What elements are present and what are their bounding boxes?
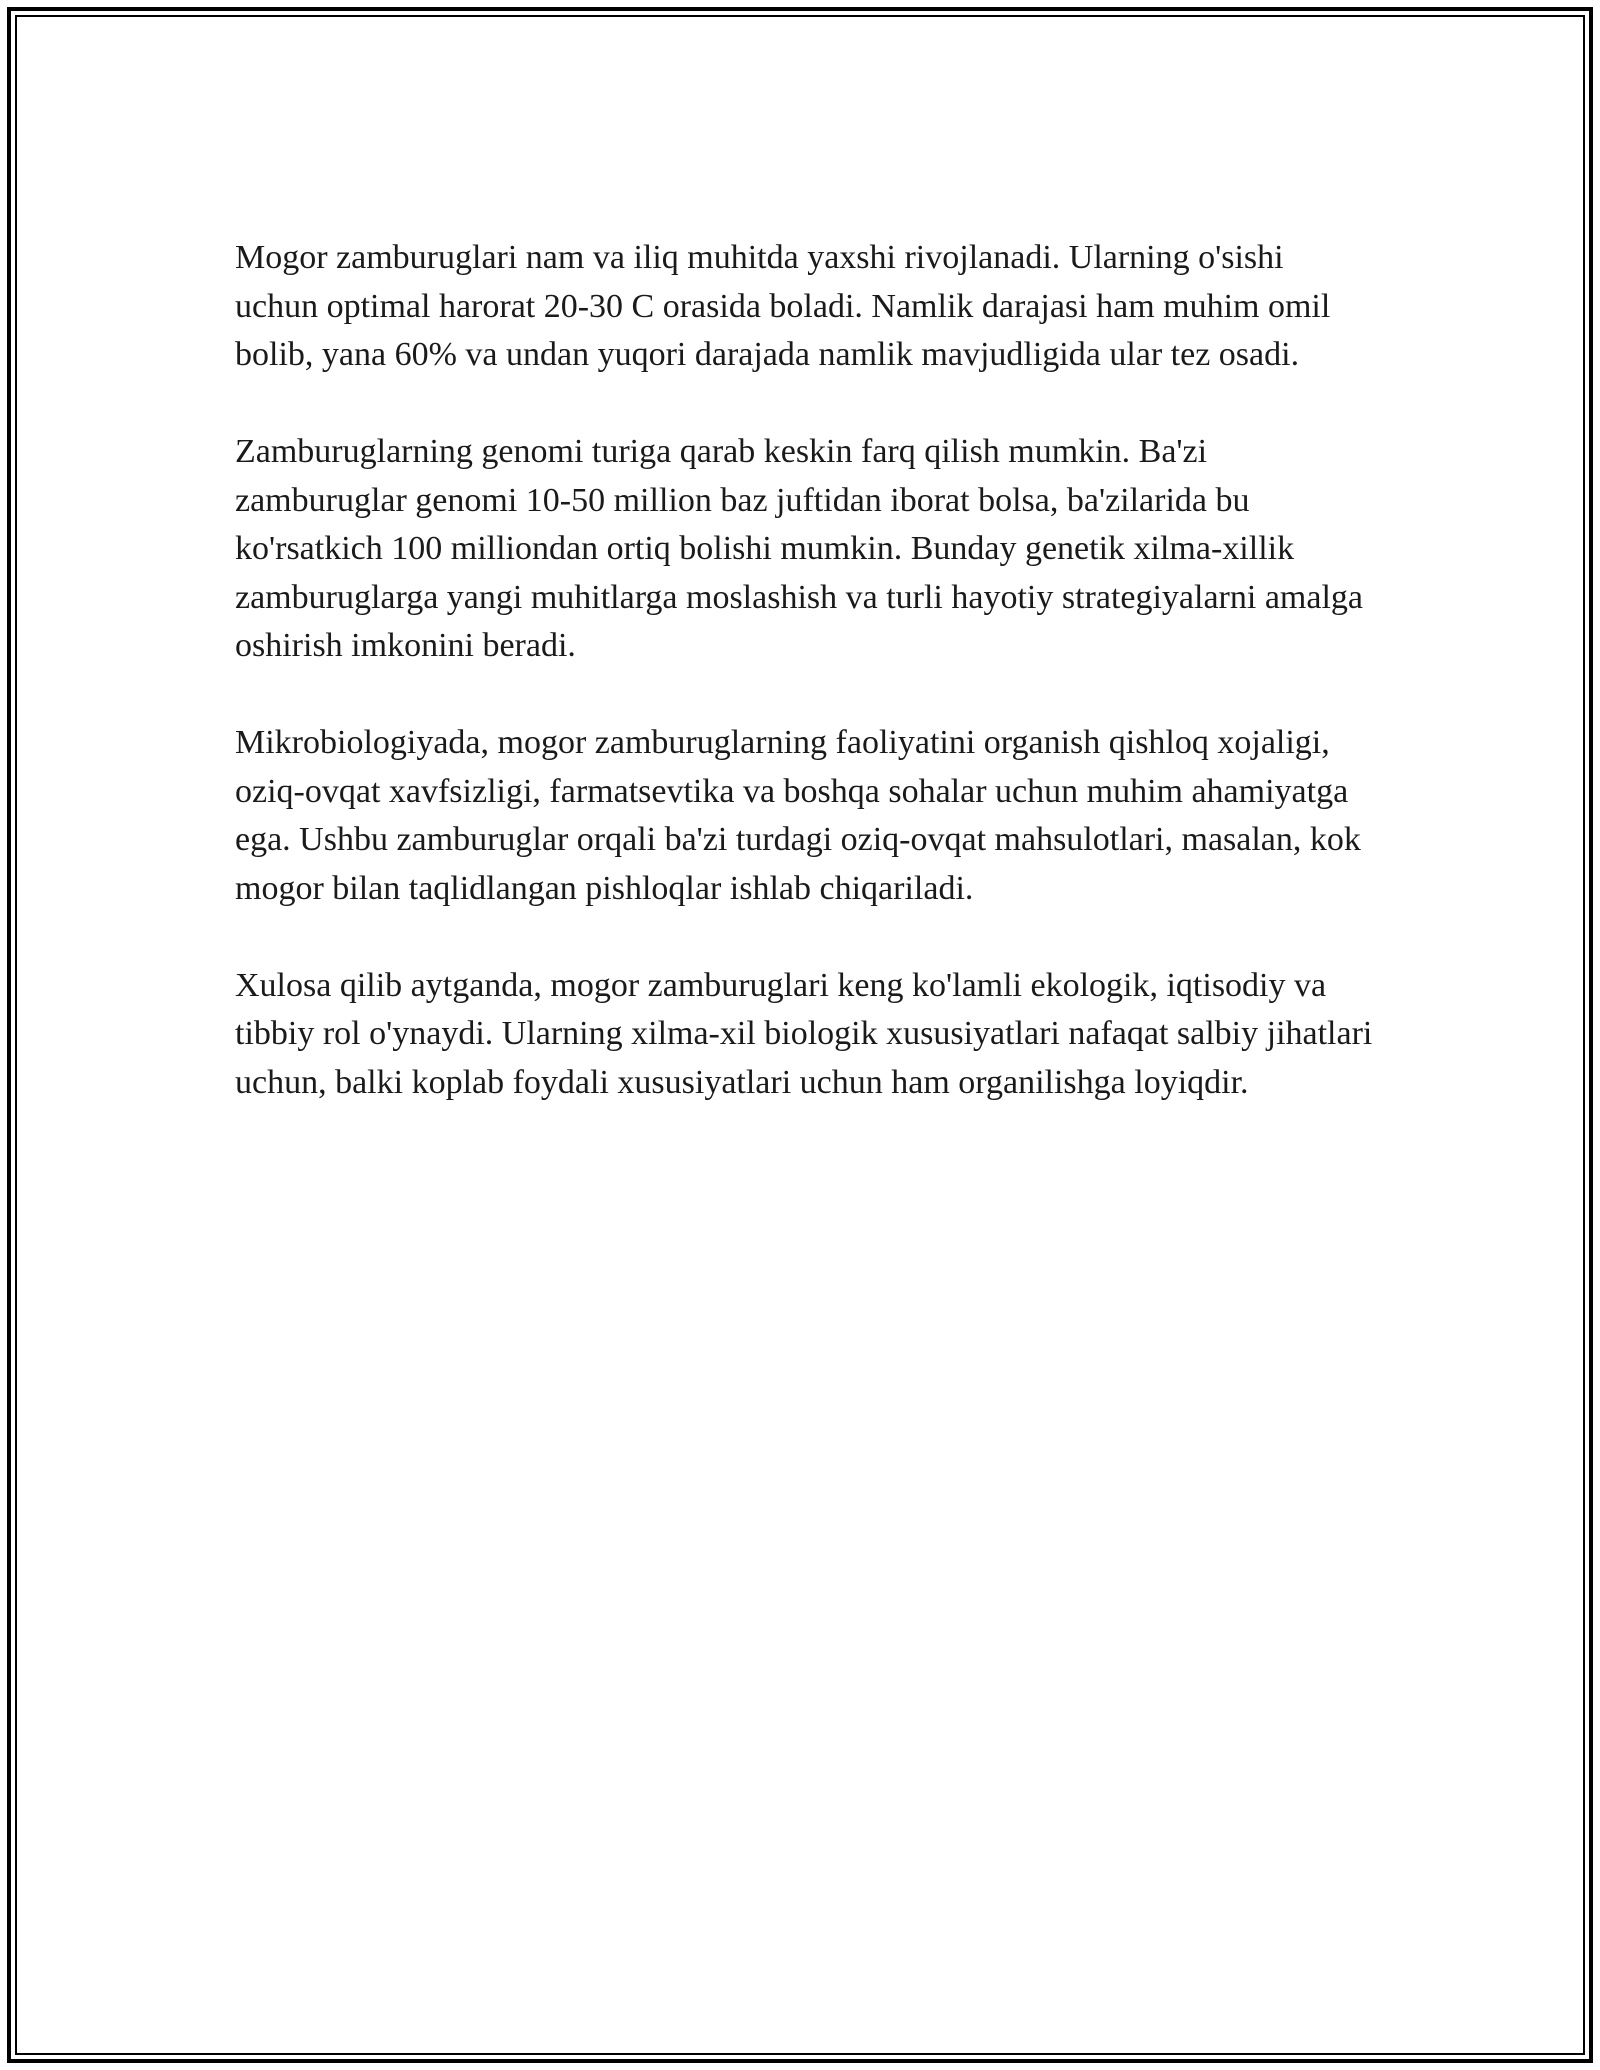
paragraph-genome: Zamburuglarning genomi turiga qarab keskin farq qilish mumkin. Ba'zi zamburuglar genomi 10-50 million baz juftidan iborat bolsa, ba'zilarida bu ko'rsatkich 100 milliondan ortiq bolishi mumkin. Bunday genetik xilma-xillik zamburuglarga yangi muhitlarga moslashish va turli hayotiy strategiyalarni amalga oshirish imkonini beradi. bbox=[235, 433, 1363, 664]
paragraph-conclusion: Xulosa qilib aytganda, mogor zamburuglari keng ko'lamli ekologik, iqtisodiy va tibbiy rol o'ynaydi. Ularning xilma-xil biologik xususiyatlari nafaqat salbiy jihatlari uchun, balki koplab foydali xususiyatlari uchun ham organilishga loyiqdir. bbox=[235, 966, 1373, 1101]
paragraph-growth-conditions: Mogor zamburuglari nam va iliq muhitda yaxshi rivojlanadi. Ularning o'sishi uchun optimal harorat 20-30 C orasida boladi. Namlik darajasi ham muhim omil bolib, yana 60% va undan yuqori darajada namlik mavjudligida ular tez osadi. bbox=[235, 239, 1331, 373]
document-body bbox=[235, 234, 1375, 1156]
paragraph-microbiology: Mikrobiologiyada, mogor zamburuglarning faoliyatini organish qishloq xojaligi, oziq-ovqat xavfsizligi, farmatsevtika va boshqa sohalar uchun muhim ahamiyatga ega. Ushbu zamburuglar orqali ba'zi turdagi oziq-ovqat mahsulotlari, masalan, kok mogor bilan taqlidlangan pishloqlar ishlab chiqariladi. bbox=[235, 724, 1361, 907]
